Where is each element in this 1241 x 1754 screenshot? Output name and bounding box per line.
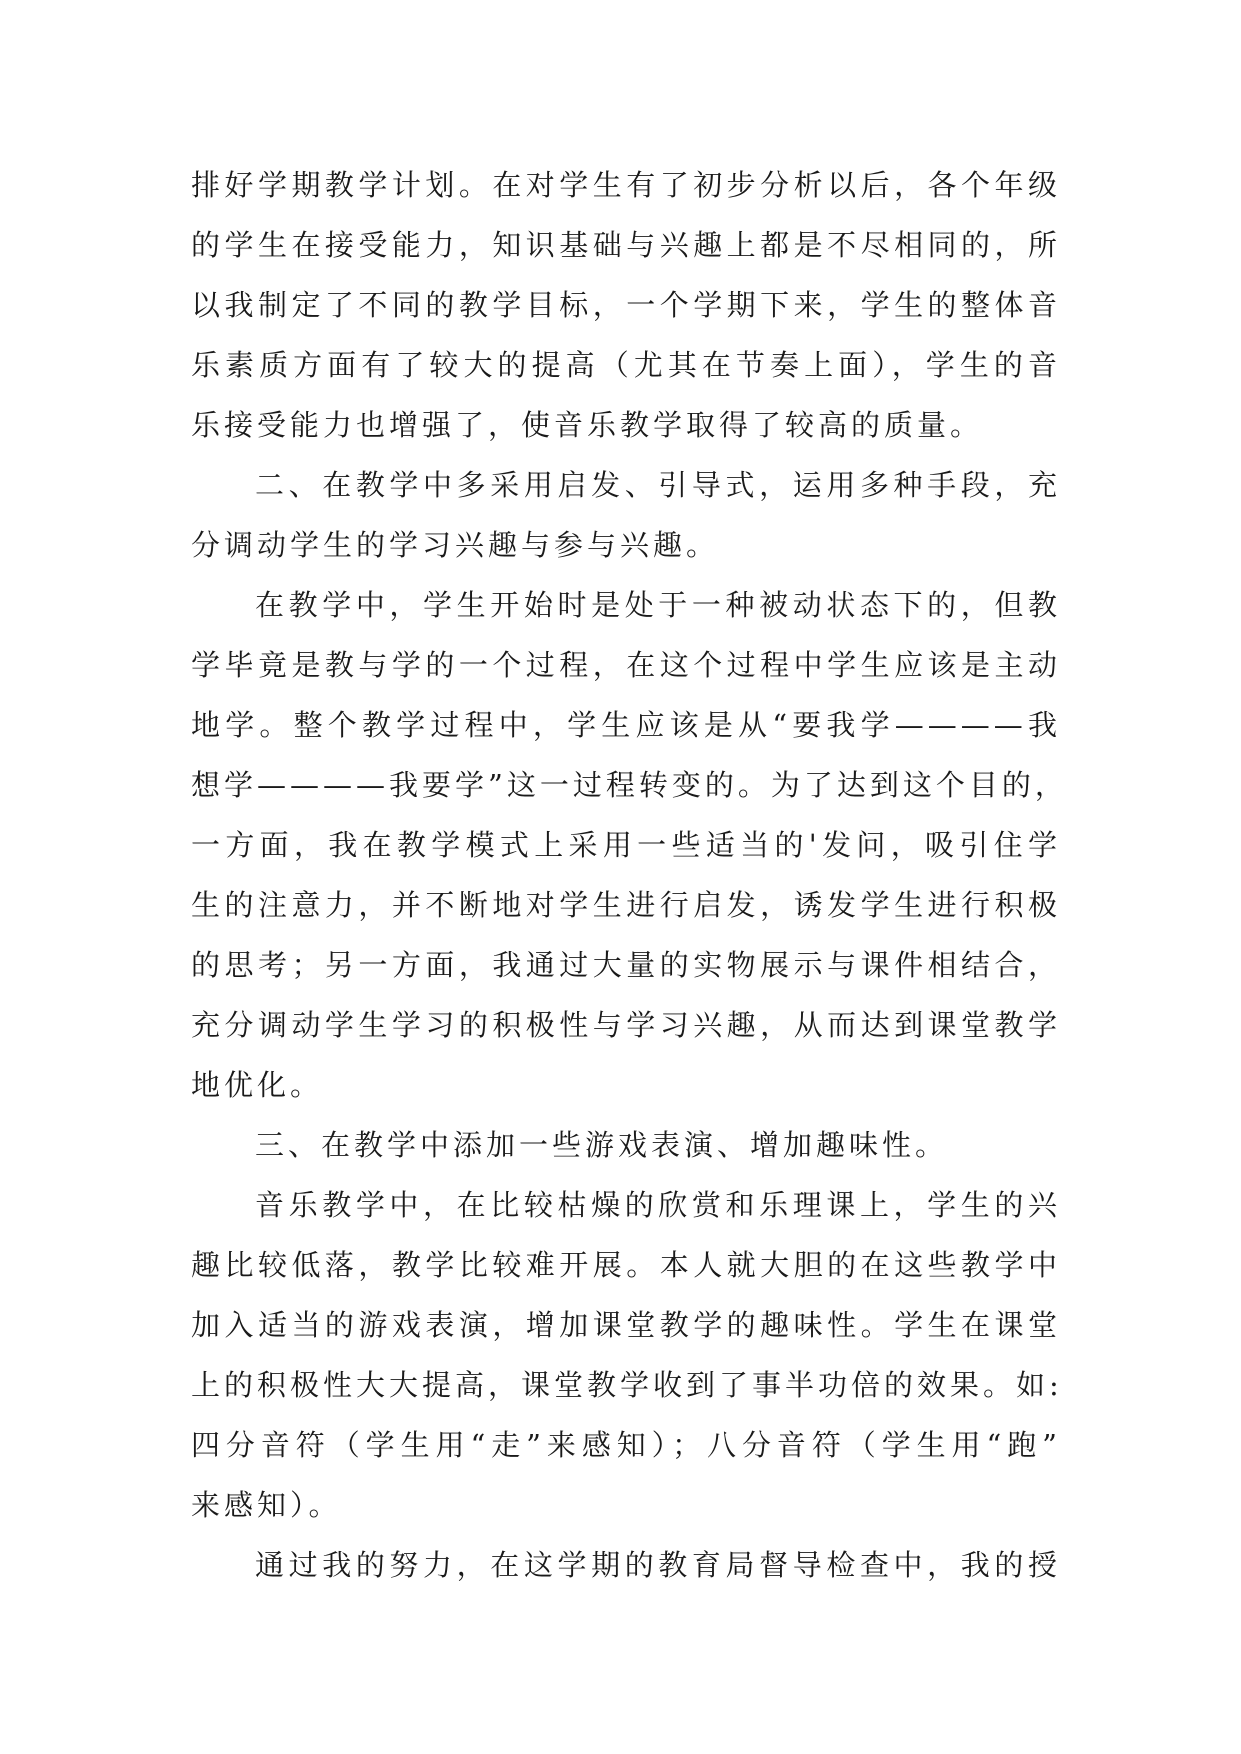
- text-line: 一方面，我在教学模式上采用一些适当的'发问，吸引住学: [191, 828, 1061, 862]
- text-line: 三、在教学中添加一些游戏表演、增加趣味性。: [255, 1128, 949, 1162]
- text-line: 以我制定了不同的教学目标，一个学期下来，学生的整体音: [191, 288, 1061, 322]
- text-line: 音乐教学中，在比较枯燥的欣赏和乐理课上，学生的兴: [255, 1188, 1061, 1222]
- text-line: 的思考；另一方面，我通过大量的实物展示与课件相结合，: [191, 948, 1061, 982]
- text-line: 在教学中，学生开始时是处于一种被动状态下的，但教: [255, 588, 1061, 622]
- text-line: 乐素质方面有了较大的提高（尤其在节奏上面），学生的音: [191, 348, 1061, 382]
- text-line: 地学。整个教学过程中，学生应该是从“要我学————我: [191, 708, 1061, 742]
- text-line: 上的积极性大大提高，课堂教学收到了事半功倍的效果。如:: [191, 1368, 1063, 1402]
- text-line: 乐接受能力也增强了，使音乐教学取得了较高的质量。: [191, 408, 984, 442]
- text-line: 分调动学生的学习兴趣与参与兴趣。: [191, 528, 720, 562]
- text-line: 充分调动学生学习的积极性与学习兴趣，从而达到课堂教学: [191, 1008, 1061, 1042]
- text-line: 地优化。: [191, 1068, 324, 1102]
- text-line: 生的注意力，并不断地对学生进行启发，诱发学生进行积极: [191, 888, 1061, 922]
- text-line: 加入适当的游戏表演，增加课堂教学的趣味性。学生在课堂: [191, 1308, 1061, 1342]
- text-line: 想学————我要学”这一过程转变的。为了达到这个目的，: [191, 768, 1068, 802]
- text-line: 的学生在接受能力，知识基础与兴趣上都是不尽相同的，所: [191, 228, 1061, 262]
- text-line: 二、在教学中多采用启发、引导式，运用多种手段，充: [255, 468, 1061, 502]
- document-body: [191, 155, 1068, 1595]
- text-line: 排好学期教学计划。在对学生有了初步分析以后，各个年级: [191, 168, 1061, 202]
- text-line: 学毕竟是教与学的一个过程，在这个过程中学生应该是主动: [191, 648, 1061, 682]
- text-line: 通过我的努力，在这学期的教育局督导检查中，我的授: [255, 1548, 1061, 1582]
- text-line: 趣比较低落，教学比较难开展。本人就大胆的在这些教学中: [191, 1248, 1061, 1282]
- text-line: 来感知）。: [191, 1488, 342, 1522]
- text-line: 四分音符（学生用“走”来感知）；八分音符（学生用“跑”: [191, 1428, 1061, 1462]
